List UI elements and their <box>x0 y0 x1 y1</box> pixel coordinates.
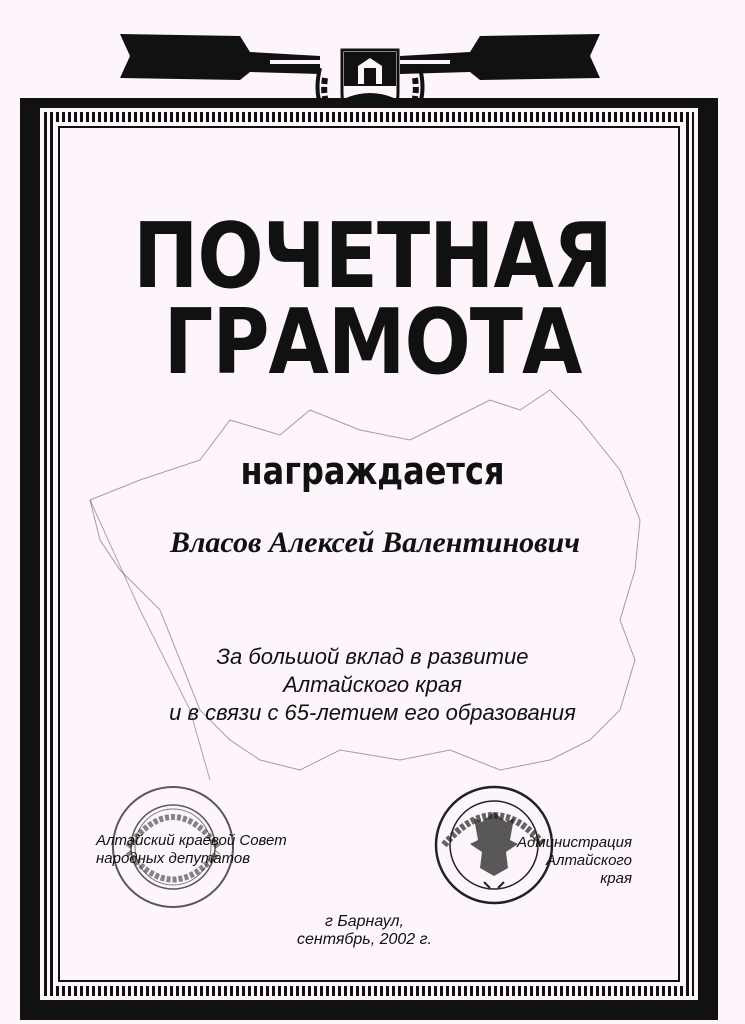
council-signatory <box>96 832 287 868</box>
award-reason-line-3: и в связи с 65-летием его образования <box>169 700 576 725</box>
administration-signatory <box>516 834 632 888</box>
administration-signatory-line-1: Администрация <box>517 834 632 851</box>
region-map-outline <box>80 380 680 800</box>
award-reason-line-2: Алтайского края <box>283 672 462 697</box>
issue-date: сентябрь, 2002 г. <box>297 931 432 948</box>
issue-city: г Барнаул, <box>324 913 404 930</box>
council-signatory-line-1: Алтайский краевой Совет <box>96 832 287 849</box>
administration-signatory-line-2: Алтайского края <box>546 852 632 887</box>
certificate-title-line-2: ГРАМОТА <box>163 291 582 395</box>
recipient-name: Власов Алексей Валентинович <box>170 526 580 559</box>
certificate-title-line-1: ПОЧЕТНАЯ <box>133 205 612 309</box>
award-reason-line-1: За большой вклад в развитие <box>216 644 529 669</box>
awarded-label: награждается <box>240 448 505 494</box>
council-signatory-line-2: народных депутатов <box>96 850 251 867</box>
